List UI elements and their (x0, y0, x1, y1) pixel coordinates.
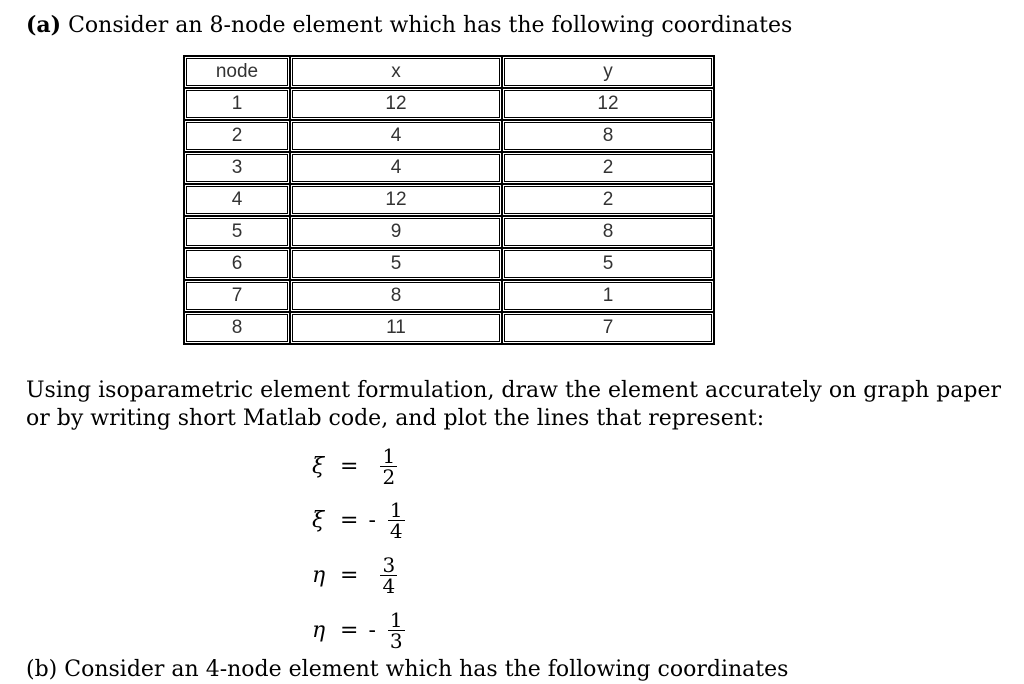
table-header-row (184, 56, 714, 88)
node-cell: 5 (184, 216, 290, 248)
equation-symbol: ξ (312, 454, 325, 479)
equation-operator: = (340, 454, 359, 479)
equation-symbol: ξ (312, 508, 325, 533)
x-cell: 4 (290, 120, 502, 152)
fraction (388, 500, 405, 541)
table-row (184, 216, 714, 248)
x-cell: 5 (290, 248, 502, 280)
equation-operator: = (340, 618, 359, 643)
coordinates-table (183, 55, 715, 345)
table-row (184, 248, 714, 280)
next-question-fragment: (b) Consider an 4-node element which has the following coordinates (26, 657, 789, 682)
question-text: Consider an 8-node element which has the following coordinates (68, 13, 793, 38)
equation-operator: = (340, 508, 359, 533)
node-cell: 7 (184, 280, 290, 312)
x-cell: 9 (290, 216, 502, 248)
y-cell: 12 (502, 88, 714, 120)
x-cell: 4 (290, 152, 502, 184)
fraction (380, 555, 397, 596)
node-cell: 4 (184, 184, 290, 216)
fraction-denominator: 4 (389, 519, 403, 543)
fraction-numerator: 3 (382, 553, 396, 577)
fraction-denominator: 2 (382, 465, 396, 489)
x-cell: 12 (290, 88, 502, 120)
fraction-denominator: 3 (389, 629, 403, 653)
table-row (184, 184, 714, 216)
column-header-y: y (502, 56, 714, 88)
node-cell: 2 (184, 120, 290, 152)
fraction-numerator: 1 (389, 608, 403, 632)
fraction-denominator: 4 (382, 574, 396, 598)
column-header-x: x (290, 56, 502, 88)
node-cell: 1 (184, 88, 290, 120)
question-label: (a) (26, 12, 62, 38)
node-cell: 8 (184, 312, 290, 344)
column-header-node: node (184, 56, 290, 88)
fraction (388, 610, 405, 651)
table-row (184, 280, 714, 312)
x-cell: 11 (290, 312, 502, 344)
y-cell: 7 (502, 312, 714, 344)
question-heading (26, 10, 792, 41)
node-cell: 3 (184, 152, 290, 184)
y-cell: 5 (502, 248, 714, 280)
equation-operator: = (340, 563, 359, 588)
table-row (184, 152, 714, 184)
equation-symbol: η (312, 563, 326, 588)
fraction-numerator: 1 (389, 498, 403, 522)
table-row (184, 312, 714, 344)
y-cell: 2 (502, 184, 714, 216)
table-row (184, 88, 714, 120)
equation-xi-neg-quarter (312, 500, 405, 541)
y-cell: 8 (502, 120, 714, 152)
equation-sign: - (368, 508, 376, 533)
y-cell: 1 (502, 280, 714, 312)
fraction (380, 446, 397, 487)
equation-eta-neg-third (312, 610, 405, 651)
table-row (184, 120, 714, 152)
node-cell: 6 (184, 248, 290, 280)
equation-sign: - (368, 618, 376, 643)
y-cell: 2 (502, 152, 714, 184)
x-cell: 12 (290, 184, 502, 216)
equation-symbol: η (312, 618, 326, 643)
equation-eta-three-quarters (312, 555, 397, 596)
equation-xi-half (312, 446, 397, 487)
instructions-paragraph: Using isoparametric element formulation, draw the element accurately on graph paper or by writing short Matlab code, and plot the lines that represent: (26, 378, 1002, 431)
fraction-numerator: 1 (382, 444, 396, 468)
y-cell: 8 (502, 216, 714, 248)
x-cell: 8 (290, 280, 502, 312)
